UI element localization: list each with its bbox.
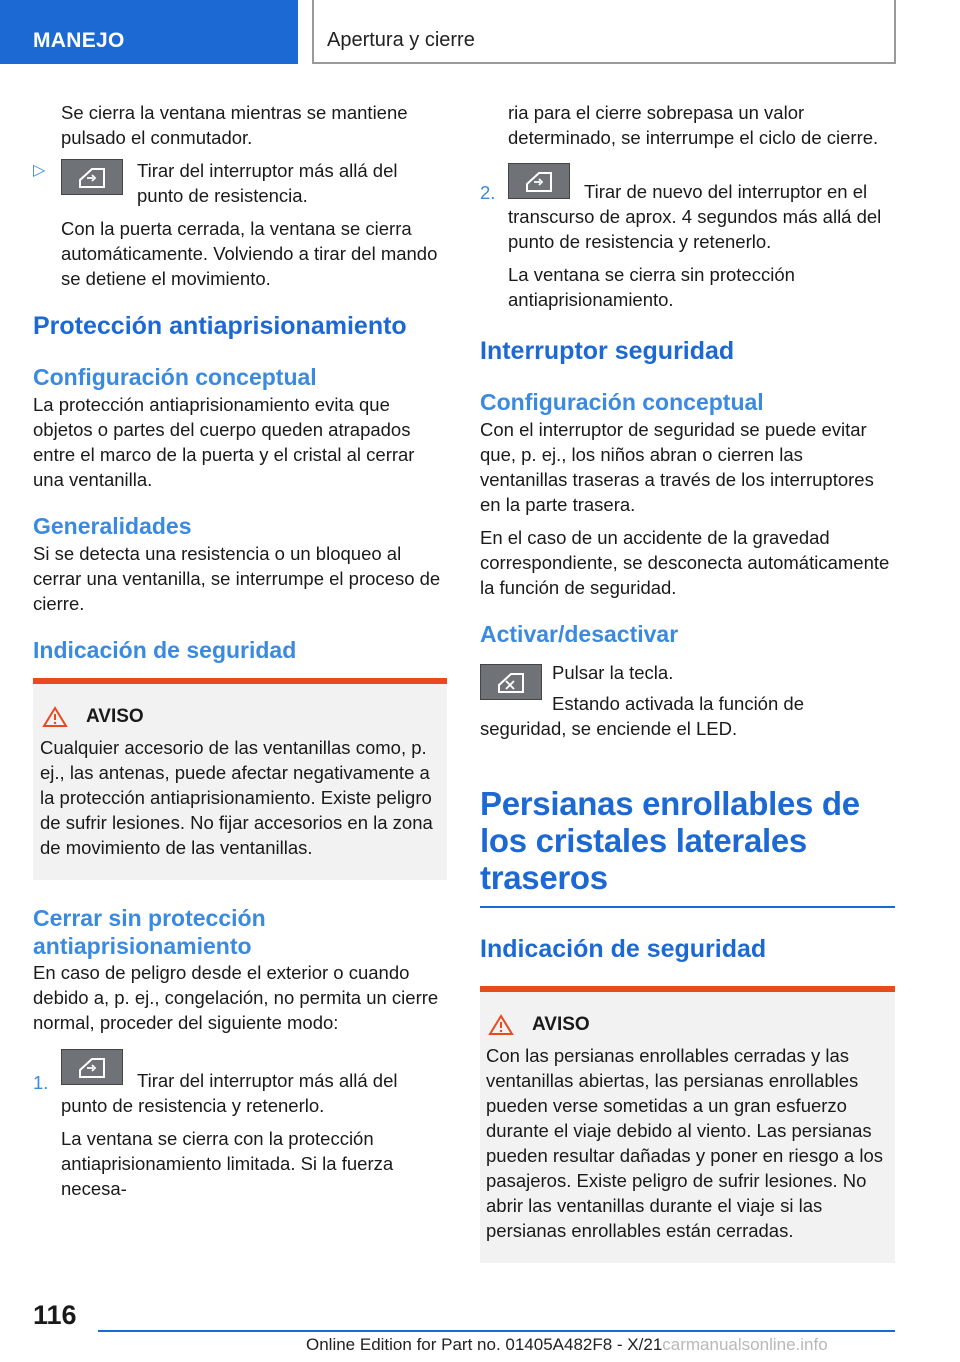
toggle-press-text: Pulsar la tecla. <box>552 662 674 683</box>
paragraph-concept-1: Con el interruptor de seguridad se puede evitar que, p. ej., los niños abran o cierren las ventanillas traseras a través de los interruptores en la parte trasera. <box>480 419 874 515</box>
paragraph-intro: Se cierra la ventana mientras se mantiene pulsado el conmutador. <box>61 102 408 148</box>
edition-text: Online Edition for Part no. 01405A482F8 - X/21 <box>306 1335 663 1354</box>
heading-safety-left: Indicación de seguridad <box>33 637 297 663</box>
heading-rear-blinds: Persianas enrollables de los cristales laterales traseros <box>480 785 860 896</box>
heading-pinch-protection: Protección antiaprisionamiento <box>33 312 407 340</box>
heading-activate: Activar/desactivar <box>480 621 679 647</box>
footer-rule <box>98 1330 895 1332</box>
page-number: 116 <box>33 1300 77 1330</box>
paragraph-general: Si se detecta una resistencia o un bloqueo al cerrar una ventanilla, se interrumpe el proceso de cierre. <box>33 543 441 614</box>
paragraph-close: En caso de peligro desde el exterior o cuando debido a, p. ej., congelación, no permita un cierre normal, proceder del siguiente modo: <box>33 962 439 1033</box>
left-column <box>33 100 447 1201</box>
step-1 <box>33 1049 447 1201</box>
section-header <box>312 0 896 64</box>
step-1-text: Tirar del interruptor más allá del punto de resistencia y retenerlo. <box>61 1070 398 1116</box>
footer-edition <box>306 1335 828 1355</box>
step-2-note: La ventana se cierra sin protección antiaprisionamiento. <box>508 264 795 310</box>
window-switch-icon <box>508 163 570 199</box>
warning-triangle-icon <box>488 1014 514 1036</box>
bullet-auto-close <box>33 158 447 208</box>
warning-box-left <box>33 678 447 880</box>
warning-text: Con las persianas enrollables cerradas y las ventanillas abiertas, las persianas enrollables pueden verse sometidas a un gran esfuerzo durante el viaje debido al viento. Las persianas pueden resultar dañadas y poner en riesgo a los pasajeros. Existe peligro de sufrir lesiones. No abrir las ventanillas durante el viaje si las persianas enrollables están cerradas. <box>486 1045 883 1241</box>
paragraph-auto: Con la puerta cerrada, la ventana se cierra automáticamente. Volviendo a tirar del mando se detiene el movimiento. <box>61 218 438 289</box>
step-1-note: La ventana se cierra con la protección antiaprisionamiento limitada. Si la fuerza necesa- <box>61 1128 394 1199</box>
warning-box-right <box>480 986 895 1263</box>
warning-title: AVISO <box>532 1014 590 1035</box>
window-switch-icon <box>61 159 123 195</box>
step-2-text: Tirar de nuevo del interruptor en el transcurso de aprox. 4 segundos más allá del punto de resistencia y retenerlo. <box>508 181 882 252</box>
step-number: 1. <box>33 1072 49 1093</box>
step-number: 2. <box>480 182 496 203</box>
step-2 <box>480 162 895 312</box>
paragraph-continued: ria para el cierre sobrepasa un valor determinado, se interrumpe el ciclo de cierre. <box>508 102 879 148</box>
section-title: Apertura y cierre <box>327 29 475 51</box>
window-switch-icon <box>61 1049 123 1085</box>
warning-title: AVISO <box>86 706 144 727</box>
heading-concept: Configuración conceptual <box>33 364 317 390</box>
warning-text: Cualquier accesorio de las ventanillas como, p. ej., las antenas, puede afectar negativamente a la protección antiaprisionamiento. Existe peligro de sufrir lesiones. No fijar accesorios en la zona de movimiento de las ventanillas. <box>40 737 433 858</box>
watermark: carmanualsonline.info <box>662 1335 828 1354</box>
paragraph-concept: La protección antiaprisionamiento evita que objetos o partes del cuerpo queden atrapados entre el marco de la puerta y el cristal al cerrar una ventanilla. <box>33 394 415 490</box>
heading-safety-switch: Interruptor seguridad <box>480 337 735 365</box>
heading-rule <box>480 906 895 908</box>
paragraph-concept-2: En el caso de un accidente de la gravedad correspondiente, se desconecta automáticamente la función de seguridad. <box>480 527 890 598</box>
child-lock-switch-icon <box>480 664 542 700</box>
bullet-auto-close-text: Tirar del interruptor más allá del punto de resistencia. <box>137 160 398 206</box>
chapter-tab <box>0 0 298 64</box>
toggle-block <box>480 660 895 741</box>
triangle-bullet-icon: ▷ <box>33 162 46 179</box>
chapter-label: MANEJO <box>33 29 125 52</box>
toggle-note: Estando activada la función de seguridad, se enciende el LED. <box>480 693 804 739</box>
heading-close-no-protection: Cerrar sin protección antiaprisionamiento <box>33 905 266 959</box>
heading-general: Generalidades <box>33 513 192 539</box>
right-column <box>480 100 895 1263</box>
heading-concept-right: Configuración conceptual <box>480 389 764 415</box>
heading-safety-right: Indicación de seguridad <box>480 935 767 963</box>
warning-triangle-icon <box>42 706 68 728</box>
